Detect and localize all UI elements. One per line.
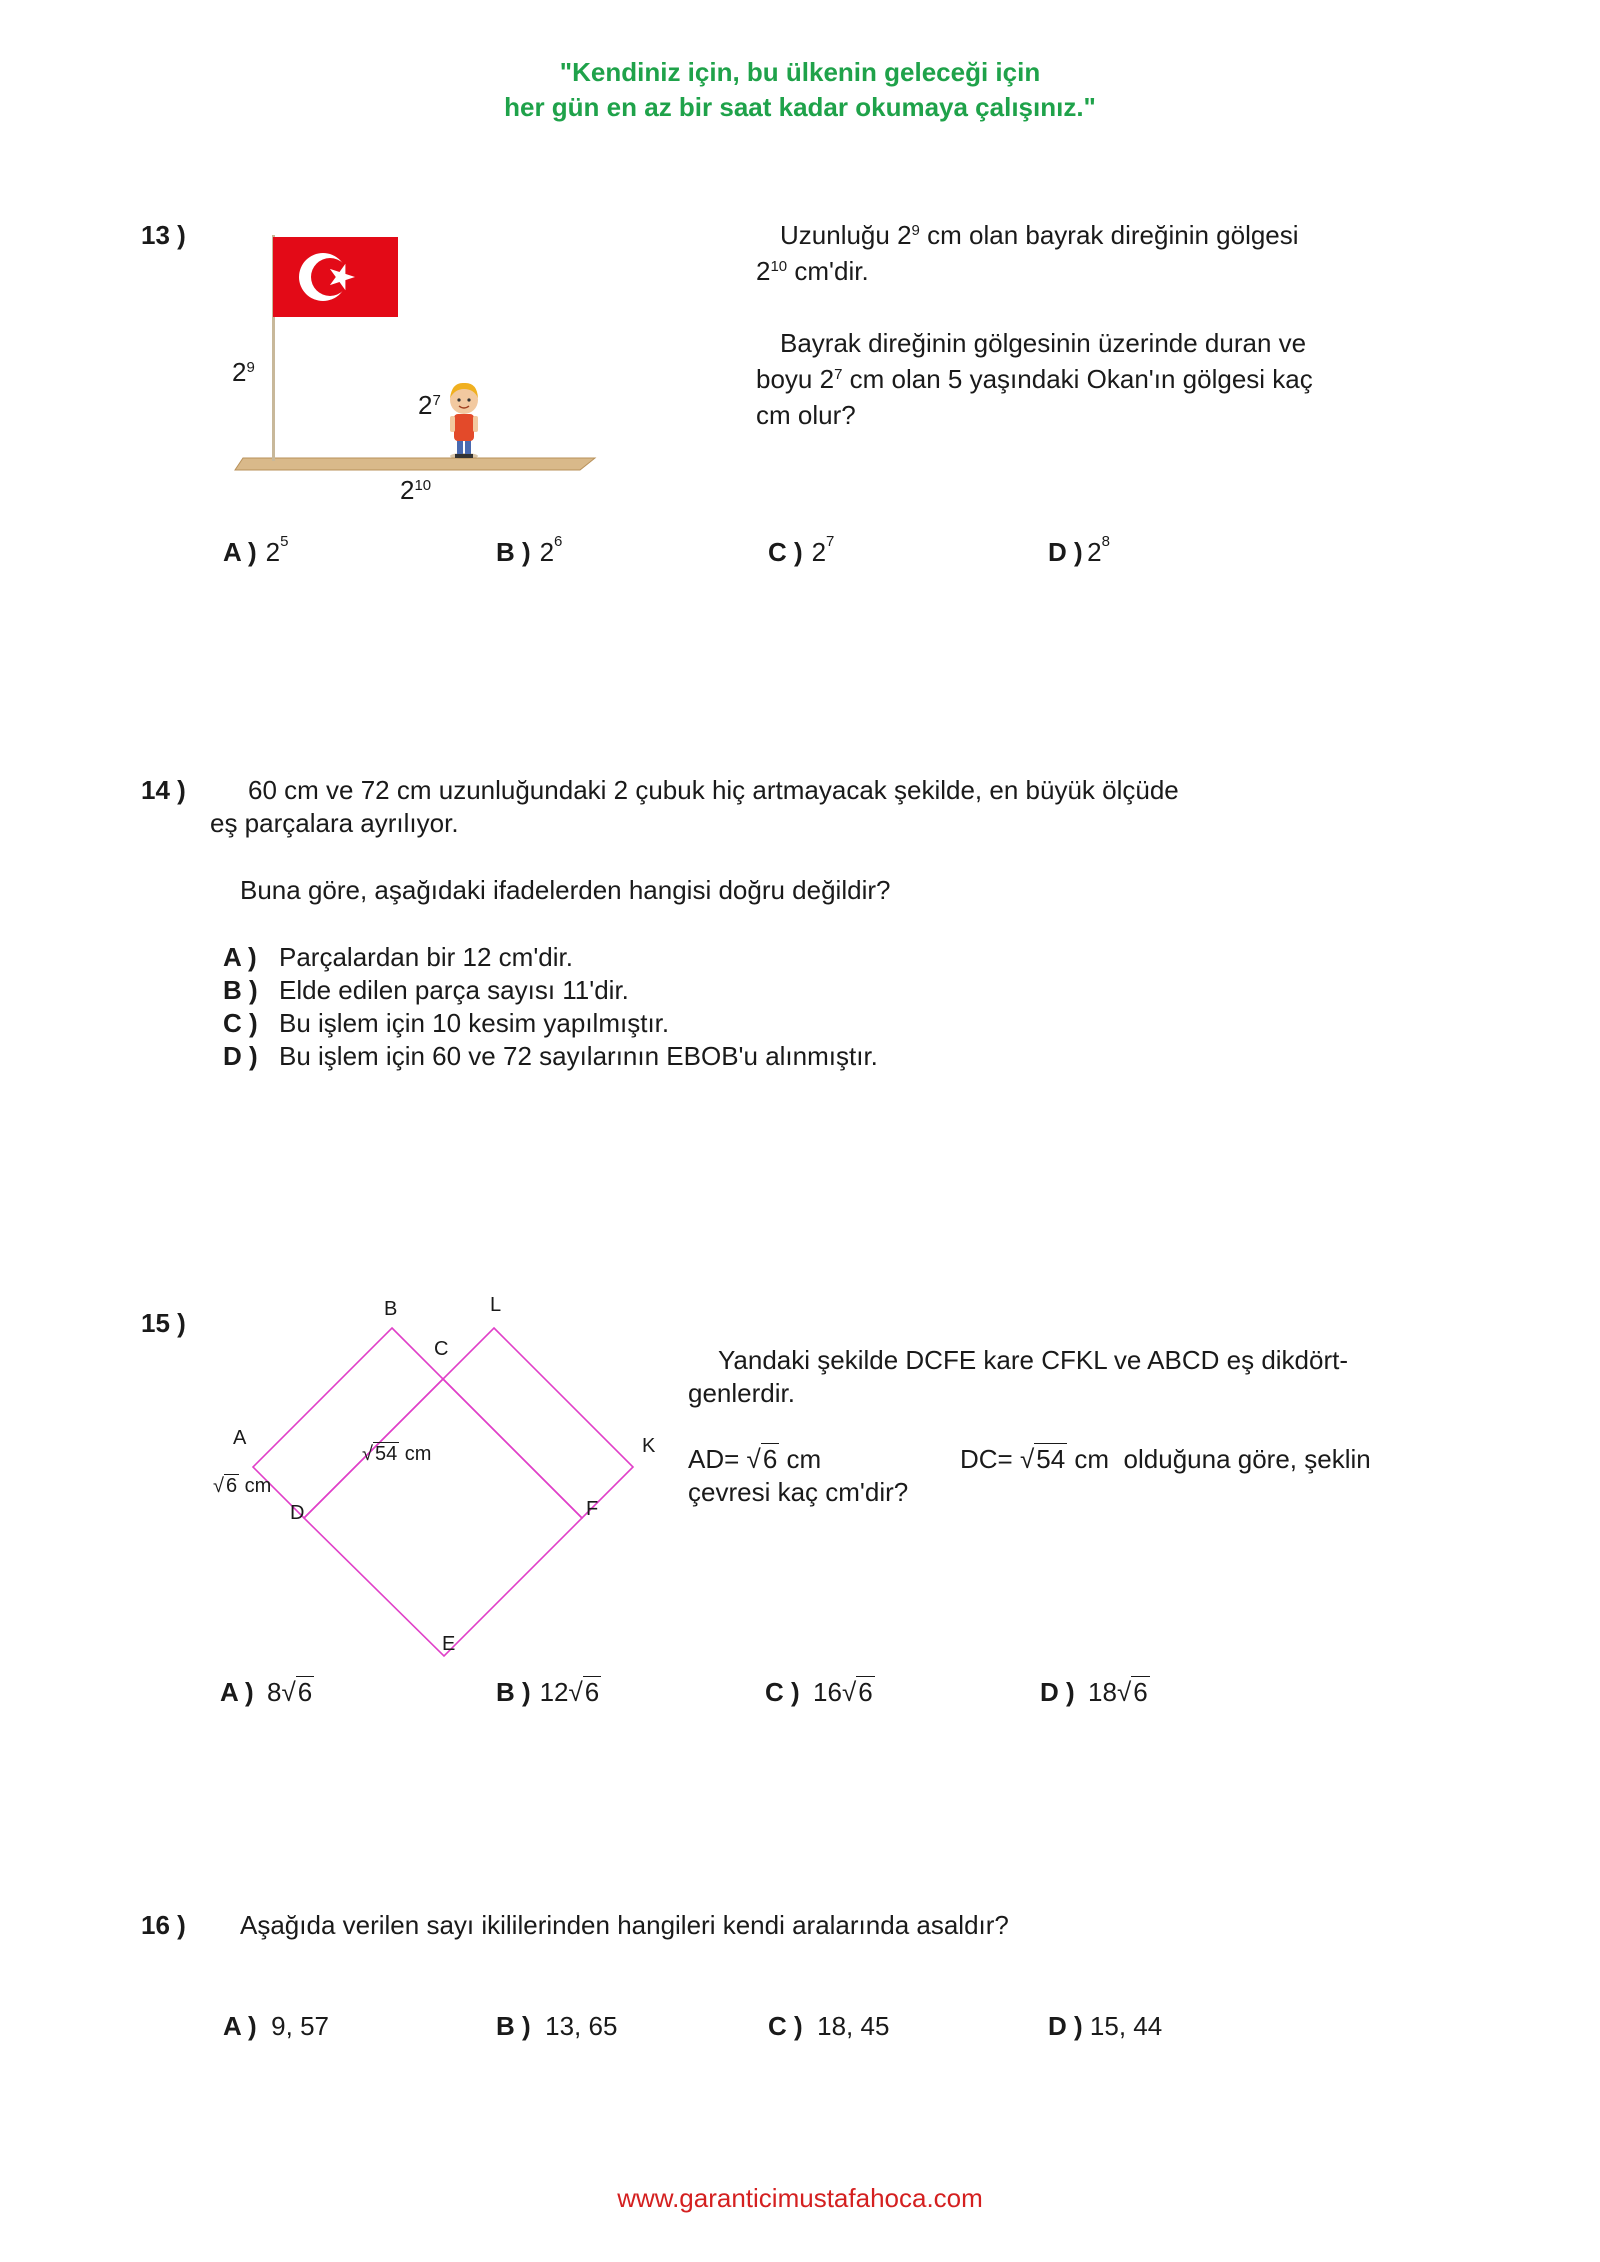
point-a-label: A xyxy=(233,1427,247,1449)
child-height-label: $2^7$ xyxy=(418,390,441,420)
point-k-label: K xyxy=(642,1435,656,1457)
shadow-ground xyxy=(235,458,595,470)
side-ad-label: √ 6 cm xyxy=(213,1475,272,1497)
question-14-number: 14 ) xyxy=(141,775,186,805)
rectangle-cfkl xyxy=(443,1328,633,1518)
q15-ad-given: AD= √6 cm xyxy=(688,1444,822,1474)
child-okan xyxy=(450,383,478,459)
q13-option-a[interactable]: A ) $2^5$ xyxy=(223,533,289,567)
q15-option-a[interactable]: A ) 8√6 xyxy=(220,1677,313,1707)
point-e-label: E xyxy=(442,1633,456,1655)
question-16-number: 16 ) xyxy=(141,1910,186,1940)
q14-option-d[interactable]: D ) Bu işlem için 60 ve 72 sayılarının EBOB'u alınmıştır. xyxy=(223,1041,878,1071)
point-c-label: C xyxy=(434,1338,449,1360)
q16-option-d[interactable]: D ) 15, 44 xyxy=(1048,2011,1163,2041)
q14-option-c[interactable]: C ) Bu işlem için 10 kesim yapılmıştır. xyxy=(223,1008,670,1038)
footer-url-link[interactable]: www.garanticimustafahoca.com xyxy=(617,2183,983,2213)
point-f-label: F xyxy=(586,1498,599,1520)
q14-line-2: eş parçalara ayrılıyor. xyxy=(210,808,459,838)
point-l-label: L xyxy=(490,1294,502,1316)
square-dcfe xyxy=(304,1379,582,1656)
q16-option-c[interactable]: C ) 18, 45 xyxy=(768,2011,890,2041)
q16-question: Aşağıda verilen sayı ikililerinden hangileri kendi aralarında asaldır? xyxy=(240,1910,1009,1940)
q14-line-1: 60 cm ve 72 cm uzunluğundaki 2 çubuk hiç artmayacak şekilde, en büyük ölçüde xyxy=(248,775,1179,805)
rectangle-abcd xyxy=(253,1328,443,1518)
q14-question: Buna göre, aşağıdaki ifadelerden hangisi doğru değildir? xyxy=(240,875,891,905)
side-dc-label: √ 54 cm xyxy=(362,1443,432,1465)
q13-option-d[interactable]: D ) $2^8$ xyxy=(1048,533,1110,567)
point-d-label: D xyxy=(290,1502,305,1524)
motto-line-2: her gün en az bir saat kadar okumaya çalışınız." xyxy=(504,92,1096,122)
q13-paragraph-2: Bayrak direğinin gölgesinin üzerinde duran ve boyu $2^7$ cm olan 5 yaşındaki Okan'ın gölgesi kaç cm olur? xyxy=(756,328,1313,430)
q15-option-d[interactable]: D ) 18√6 xyxy=(1040,1677,1148,1707)
question-15-number: 15 ) xyxy=(141,1308,186,1338)
q16-option-b[interactable]: B ) 13, 65 xyxy=(496,2011,618,2041)
q15-line-4: çevresi kaç cm'dir? xyxy=(688,1477,909,1507)
q13-option-b[interactable]: B ) $2^6$ xyxy=(496,533,563,567)
q15-option-b[interactable]: B ) 12√6 xyxy=(496,1677,600,1707)
q15-line-2: genlerdir. xyxy=(688,1378,795,1408)
pole-height-label: $2^9$ xyxy=(232,357,255,387)
q15-option-c[interactable]: C ) 16√6 xyxy=(765,1677,873,1707)
q13-paragraph-1: Uzunluğu $2^9$ cm olan bayrak direğinin gölgesi $2^{10}$ cm'dir. xyxy=(756,220,1299,286)
motto-line-1: "Kendiniz için, bu ülkenin geleceği için xyxy=(559,57,1041,87)
shadow-length-label: $2^{10}$ xyxy=(400,475,432,505)
q13-option-c[interactable]: C ) $2^7$ xyxy=(768,533,835,567)
q14-option-a[interactable]: A ) Parçalardan bir 12 cm'dir. xyxy=(223,942,573,972)
q15-dc-given: DC= √54 cm olduğuna göre, şeklin xyxy=(960,1444,1371,1474)
q14-option-b[interactable]: B ) Elde edilen parça sayısı 11'dir. xyxy=(223,975,629,1005)
q16-option-a[interactable]: A ) 9, 57 xyxy=(223,2011,329,2041)
question-13-number: 13 ) xyxy=(141,220,186,250)
point-b-label: B xyxy=(384,1298,398,1320)
q15-line-1: Yandaki şekilde DCFE kare CFKL ve ABCD eş dikdört- xyxy=(718,1345,1349,1375)
